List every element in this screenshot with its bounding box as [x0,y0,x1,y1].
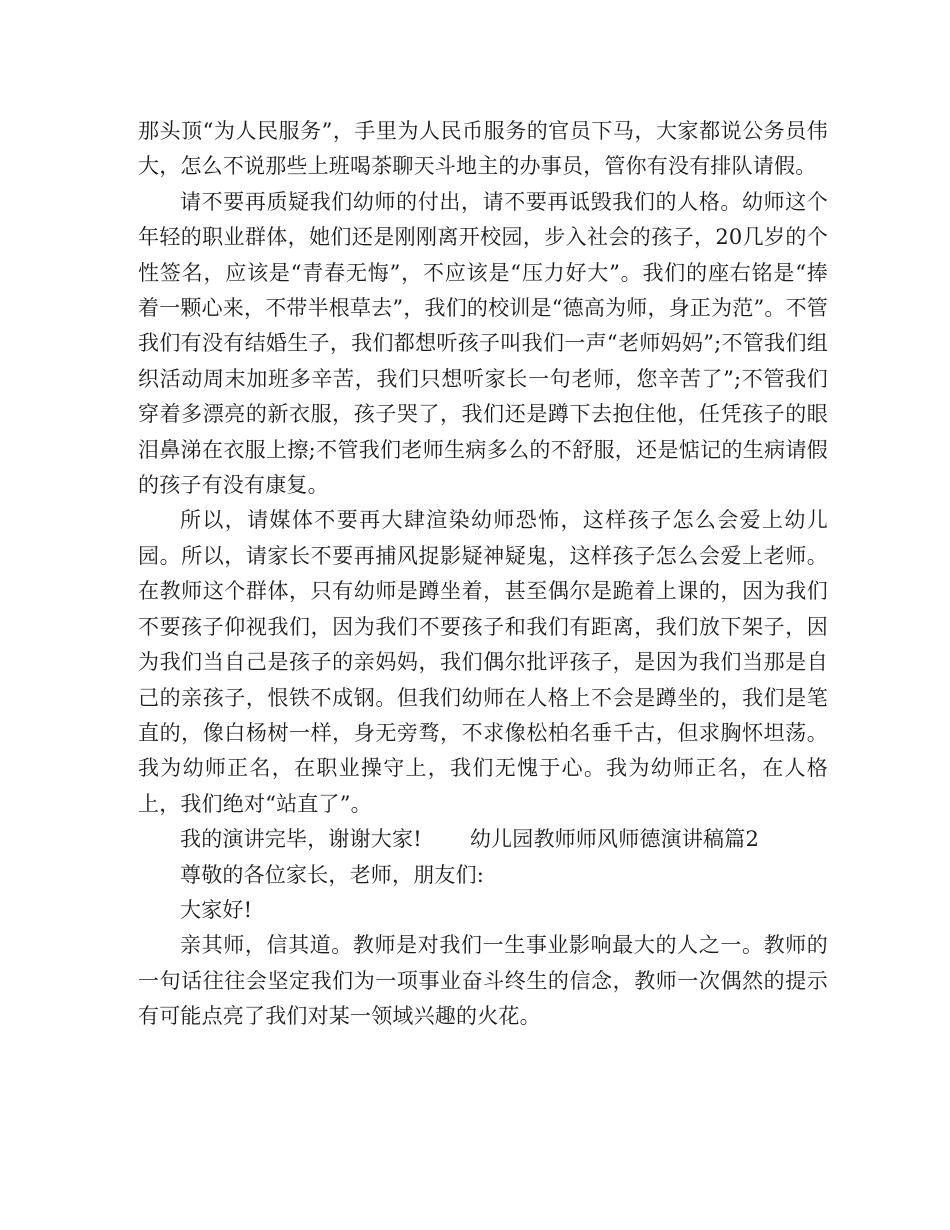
next-speech-title: 幼儿园教师师风师德演讲稿篇2 [469,827,760,852]
paragraph-respect: 请不要再质疑我们幼师的付出，请不要再诋毁我们的人格。幼师这个年轻的职业群体，她们还是刚刚离开校园，步入社会的孩子，20几岁的个性签名，应该是“青春无悔”，不应该是“压力好大”。我们的座右铭是“捧着一颗心来，不带半根草去”，我们的校训是“德高为师，身正为范”。不管我们有没有结婚生子，我们都想听孩子叫我们一声“老师妈妈”;不管我们组织活动周末加班多辛苦，我们只想听家长一句老师，您辛苦了”;不管我们穿着多漂亮的新衣服，孩子哭了，我们还是蹲下去抱住他，任凭孩子的眼泪鼻涕在衣服上擦;不管我们老师生病多么的不舒服，还是惦记的生病请假的孩子有没有康复。 [138,189,829,498]
paragraph-appeal: 所以，请媒体不要再大肆渲染幼师恐怖，这样孩子怎么会爱上幼儿园。所以，请家长不要再捕风捉影疑神疑鬼，这样孩子怎么会爱上老师。在教师这个群体，只有幼师是蹲坐着，甚至偶尔是跪着上课的，因为我们不要孩子仰视我们，因为我们不要孩子和我们有距离，我们放下架子，因为我们当自己是孩子的亲妈妈，我们偶尔批评孩子，是因为我们当那是自己的亲孩子，恨铁不成钢。但我们幼师在人格上不会是蹲坐的，我们是笔直的，像白杨树一样，身无旁骛，不求像松柏名垂千古，但求胸怀坦荡。我为幼师正名，在职业操守上，我们无愧于心。我为幼师正名，在人格上，我们绝对“站直了”。 [138,508,828,816]
salutation: 尊敬的各位家长，老师，朋友们: [180,862,485,887]
paragraph-continuation: 那头顶“为人民服务”，手里为人民币服务的官员下马，大家都说公务员伟大，怎么不说那些上班喝茶聊天斗地主的办事员，管你有没有排队请假。 [138,119,828,179]
paragraph-teacher-influence: 亲其师，信其道。教师是对我们一生事业影响最大的人之一。教师的一句话往往会坚定我们为一项事业奋斗终生的信念，教师一次偶然的提示有可能点亮了我们对某一领域兴趣的火花。 [138,933,828,1029]
greeting: 大家好! [180,897,253,922]
document-body [138,114,828,1035]
closing-line [138,822,828,857]
closing-text: 我的演讲完毕，谢谢大家! [180,827,422,852]
